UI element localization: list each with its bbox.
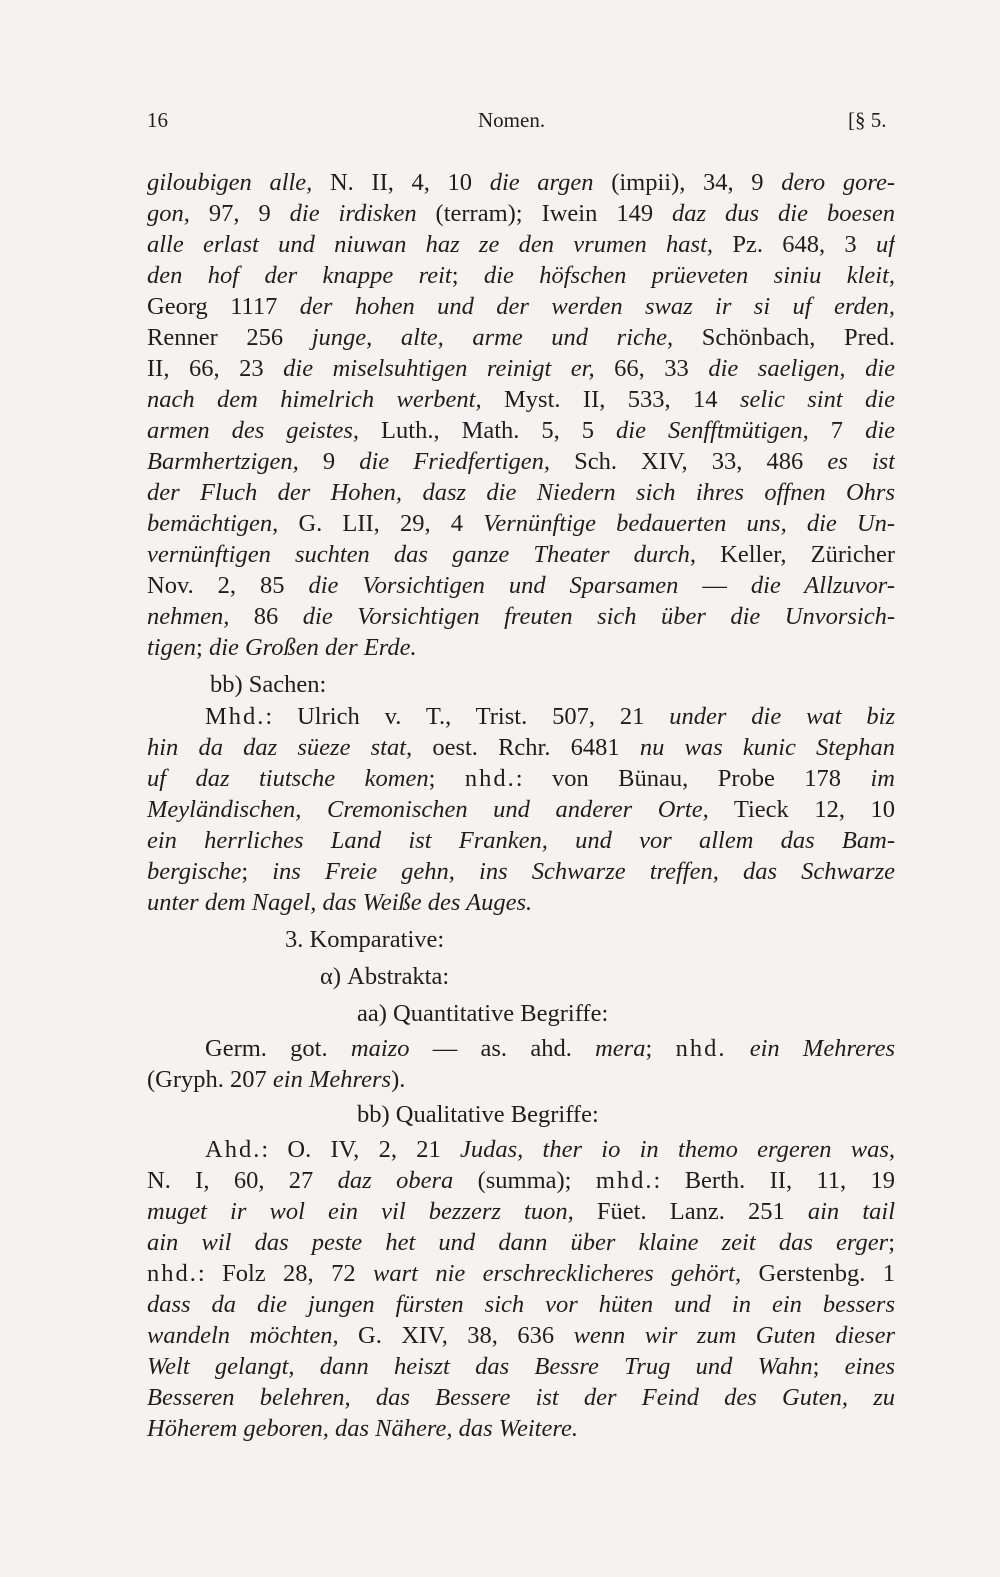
italic-quote: armen des geistes, bbox=[147, 417, 360, 444]
italic-quote: die Senfftmütigen, bbox=[616, 417, 809, 444]
text-segment: Füet. Lanz. 251 bbox=[573, 1198, 808, 1225]
text-line bbox=[147, 1166, 895, 1196]
text-segment: 9 bbox=[298, 448, 360, 475]
text-segment: Myst. II, 533, 14 bbox=[481, 386, 740, 413]
text-segment: (impii), 34, 9 bbox=[593, 169, 782, 196]
text-segment: Nov. 2, 85 bbox=[147, 572, 309, 599]
text-line bbox=[147, 478, 895, 508]
text-segment: ; bbox=[241, 858, 273, 885]
text-line bbox=[205, 702, 895, 732]
italic-quote: uf bbox=[875, 231, 895, 258]
italic-quote: maizo bbox=[350, 1035, 410, 1062]
text-segment: Mhd. bbox=[205, 703, 266, 730]
text-segment: bb) Sachen: bbox=[210, 671, 327, 698]
section-reference: [§ 5. bbox=[848, 108, 887, 132]
text-segment: mhd. bbox=[595, 1167, 654, 1194]
text-segment: Gerstenbg. 1 bbox=[741, 1260, 895, 1287]
text-line bbox=[147, 795, 895, 825]
italic-quote: Judas, ther io in themo ergeren was, bbox=[460, 1136, 895, 1163]
text-line bbox=[147, 857, 895, 887]
italic-quote: ein Mehrers bbox=[272, 1066, 392, 1093]
text-segment: Luth., Math. 5, 5 bbox=[359, 417, 617, 444]
text-line bbox=[147, 416, 895, 446]
text-segment: 86 bbox=[229, 603, 303, 630]
section-heading bbox=[357, 999, 895, 1029]
section-heading bbox=[357, 1100, 895, 1130]
running-title: Nomen. bbox=[478, 108, 546, 132]
italic-quote: nach dem himelrich werbent, bbox=[147, 386, 482, 413]
text-segment: Renner 256 bbox=[147, 324, 312, 351]
italic-quote: eines bbox=[844, 1353, 895, 1380]
text-segment: Ahd. bbox=[205, 1136, 262, 1163]
text-line bbox=[147, 1259, 895, 1289]
text-segment: G. LII, 29, 4 bbox=[278, 510, 484, 537]
text-segment: Sch. XIV, 33, 486 bbox=[550, 448, 828, 475]
italic-quote: junge, alte, arme und riche, bbox=[311, 324, 674, 351]
text-line bbox=[147, 571, 895, 601]
italic-quote: Meyländischen, Cremonischen und anderer Orte, bbox=[147, 796, 709, 823]
text-segment: nhd. bbox=[675, 1035, 727, 1062]
italic-quote: wart nie erschrecklicheres gehört, bbox=[372, 1260, 742, 1287]
italic-quote: die höfschen prüeveten siniu kleit, bbox=[483, 262, 895, 289]
italic-quote: bergische bbox=[147, 858, 242, 885]
italic-quote: Besseren belehren, das Bessere ist der Feind des Guten, zu bbox=[147, 1384, 895, 1411]
text-line bbox=[147, 1414, 895, 1444]
text-segment: ; bbox=[888, 1229, 895, 1256]
text-line bbox=[205, 1135, 895, 1165]
text-line bbox=[147, 385, 895, 415]
italic-quote: die miselsuhtigen reinigt er, bbox=[283, 355, 595, 382]
italic-quote: bemächtigen, bbox=[147, 510, 279, 537]
italic-quote: Welt gelangt, dann heiszt das Bessre Trug und Wahn bbox=[147, 1353, 813, 1380]
text-line bbox=[147, 540, 895, 570]
italic-quote: ins Freie gehn, ins Schwarze treffen, das Schwarze bbox=[272, 858, 895, 885]
text-segment: 97, 9 bbox=[189, 200, 290, 227]
section-heading bbox=[285, 925, 895, 955]
text-segment: II, 66, 23 bbox=[147, 355, 284, 382]
italic-quote: vernünftigen suchten das ganze Theater durch, bbox=[147, 541, 697, 568]
italic-quote: ain wil das peste het und dann über klaine zeit das erger bbox=[147, 1229, 889, 1256]
italic-quote: ain tail bbox=[807, 1198, 895, 1225]
text-segment: ; bbox=[451, 262, 484, 289]
text-line bbox=[147, 1197, 895, 1227]
text-segment: : Ulrich v. T., Trist. 507, 21 bbox=[265, 703, 670, 730]
page-number: 16 bbox=[147, 108, 168, 132]
text-line bbox=[147, 447, 895, 477]
text-segment: N. I, 60, 27 bbox=[147, 1167, 338, 1194]
text-segment: 3. Komparative: bbox=[285, 926, 445, 953]
text-segment: Keller, Züricher bbox=[696, 541, 895, 568]
text-segment: ; bbox=[428, 765, 465, 792]
italic-quote: hin da daz süeze stat, bbox=[147, 734, 413, 761]
text-line bbox=[147, 199, 895, 229]
text-line bbox=[147, 1352, 895, 1382]
italic-quote: nehmen, bbox=[147, 603, 230, 630]
italic-quote: wenn wir zum Guten dieser bbox=[573, 1322, 895, 1349]
italic-quote: Höherem geboren, das Nähere, das Weitere. bbox=[147, 1415, 578, 1442]
italic-quote: die argen bbox=[489, 169, 594, 196]
text-segment: α) Abstrakta: bbox=[320, 963, 450, 990]
text-segment: bb) Qualitative Begriffe: bbox=[357, 1101, 599, 1128]
italic-quote: die bbox=[865, 417, 895, 444]
text-segment: (terram); Iwein 149 bbox=[416, 200, 673, 227]
text-segment: Schönbach, Pred. bbox=[673, 324, 895, 351]
italic-quote: Vernünftige bedauerten uns, die Un- bbox=[483, 510, 895, 537]
text-segment: : von Bünau, Probe 178 bbox=[515, 765, 871, 792]
text-segment: ; bbox=[812, 1353, 845, 1380]
text-line bbox=[147, 509, 895, 539]
italic-quote: uf daz tiutsche komen bbox=[147, 765, 429, 792]
italic-quote: der Fluch der Hohen, dasz die Niedern sich ihres offnen Ohrs bbox=[147, 479, 895, 506]
italic-quote: dass da die jungen fürsten sich vor hüten und in ein bessers bbox=[147, 1291, 895, 1318]
text-segment: oest. Rchr. 6481 bbox=[412, 734, 640, 761]
text-line bbox=[147, 733, 895, 763]
italic-quote: dero gore- bbox=[781, 169, 895, 196]
text-line bbox=[147, 888, 895, 918]
italic-quote: ein herrliches Land ist Franken, und vor allem das Bam- bbox=[147, 827, 895, 854]
italic-quote: die Großen der Erde. bbox=[208, 634, 417, 661]
text-segment: (Gryph. 207 bbox=[147, 1066, 273, 1093]
text-line bbox=[147, 1383, 895, 1413]
italic-quote: die saeligen, die bbox=[708, 355, 895, 382]
text-line bbox=[147, 764, 895, 794]
italic-quote: der hohen und der werden swaz ir si uf erden, bbox=[299, 293, 895, 320]
italic-quote: Barmhertzigen, bbox=[147, 448, 299, 475]
text-line bbox=[147, 354, 895, 384]
text-segment: ). bbox=[391, 1066, 406, 1093]
text-segment: ; bbox=[196, 634, 209, 661]
italic-quote: unter dem Nagel, das Weiße des Auges. bbox=[147, 889, 533, 916]
italic-quote: daz dus die boesen bbox=[672, 200, 895, 227]
italic-quote: die Friedfertigen, bbox=[359, 448, 551, 475]
italic-quote: die Vorsichtigen und Sparsamen bbox=[308, 572, 679, 599]
text-segment: 7 bbox=[808, 417, 866, 444]
text-line bbox=[147, 323, 895, 353]
text-line bbox=[147, 261, 895, 291]
italic-quote: muget ir wol ein vil bezzerz tuon, bbox=[147, 1198, 574, 1225]
italic-quote: daz obera bbox=[337, 1167, 454, 1194]
text-segment: nhd. bbox=[464, 765, 516, 792]
italic-quote: gon, bbox=[147, 200, 190, 227]
text-segment: N. II, 4, 10 bbox=[312, 169, 490, 196]
text-segment: G. XIV, 38, 636 bbox=[338, 1322, 574, 1349]
text-line bbox=[147, 633, 895, 663]
text-segment: nhd. bbox=[147, 1260, 198, 1287]
text-line bbox=[147, 292, 895, 322]
text-line bbox=[147, 1228, 895, 1258]
text-segment: — as. ahd. bbox=[409, 1035, 596, 1062]
text-line bbox=[147, 602, 895, 632]
italic-quote: nu was kunic Stephan bbox=[639, 734, 895, 761]
italic-quote: selic sint die bbox=[739, 386, 895, 413]
italic-quote: es ist bbox=[827, 448, 895, 475]
text-line bbox=[147, 168, 895, 198]
text-line bbox=[147, 1065, 895, 1095]
italic-quote: die Vorsichtigen freuten sich über die Unvorsich- bbox=[302, 603, 895, 630]
italic-quote: alle erlast und niuwan haz ze den vrumen hast, bbox=[147, 231, 714, 258]
italic-quote: tigen bbox=[147, 634, 196, 661]
text-line bbox=[147, 1290, 895, 1320]
italic-quote: im bbox=[870, 765, 895, 792]
text-segment: — bbox=[678, 572, 751, 599]
italic-quote: mera bbox=[595, 1035, 646, 1062]
text-segment: 66, 33 bbox=[594, 355, 709, 382]
italic-quote: die irdisken bbox=[289, 200, 417, 227]
text-segment: aa) Quantitative Begriffe: bbox=[357, 1000, 609, 1027]
text-segment: Pz. 648, 3 bbox=[713, 231, 876, 258]
text-line bbox=[147, 826, 895, 856]
section-heading bbox=[210, 670, 895, 700]
italic-quote: den hof der knappe reit bbox=[147, 262, 452, 289]
text-segment: ; bbox=[645, 1035, 676, 1062]
text-segment: : Folz 28, 72 bbox=[197, 1260, 373, 1287]
italic-quote: ein Mehreres bbox=[749, 1035, 895, 1062]
text-line bbox=[147, 230, 895, 260]
section-heading bbox=[320, 962, 895, 992]
text-segment: Tieck 12, 10 bbox=[708, 796, 895, 823]
italic-quote: under die wat biz bbox=[669, 703, 895, 730]
text-segment: Germ. got. bbox=[205, 1035, 351, 1062]
text-segment: Georg 1117 bbox=[147, 293, 300, 320]
text-line bbox=[205, 1034, 895, 1064]
text-segment: : Berth. II, 11, 19 bbox=[653, 1167, 895, 1194]
italic-quote: die Allzuvor- bbox=[750, 572, 895, 599]
text-segment: (summa); bbox=[453, 1167, 596, 1194]
text-segment bbox=[726, 1035, 749, 1062]
italic-quote: giloubigen alle, bbox=[147, 169, 313, 196]
text-segment: : O. IV, 2, 21 bbox=[261, 1136, 460, 1163]
italic-quote: wandeln möchten, bbox=[147, 1322, 339, 1349]
text-line bbox=[147, 1321, 895, 1351]
